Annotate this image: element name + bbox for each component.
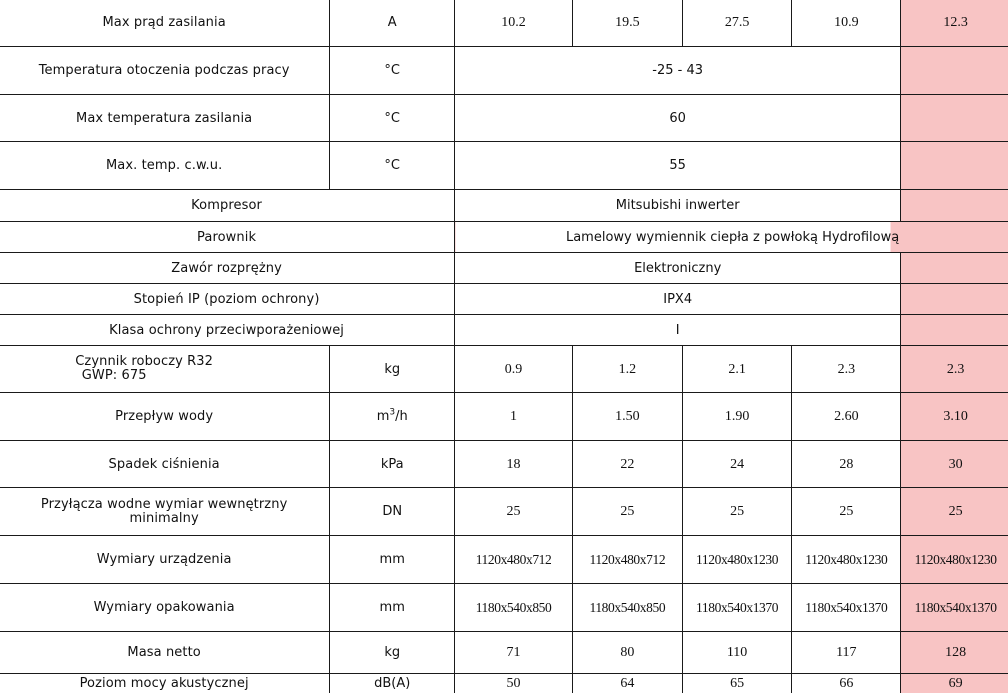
row-unit: mm (330, 536, 455, 584)
cell-value: 2.60 (792, 393, 901, 441)
cell-value: 110 (682, 632, 792, 674)
cell-value: 1180x540x850 (572, 584, 682, 632)
table-row (0, 142, 1008, 190)
table-row (0, 346, 1008, 393)
cell-value: 1180x540x1370 (792, 584, 901, 632)
merged-value: Elektroniczny (455, 253, 901, 284)
row-label-line: minimalny (129, 510, 199, 526)
cell-value-highlighted: 69 (901, 674, 1008, 693)
table-row (0, 0, 1008, 47)
cell-value: 71 (455, 632, 573, 674)
row-label (0, 346, 330, 393)
cell-value: 25 (455, 488, 573, 536)
row-unit: mm (330, 584, 455, 632)
row-label: Wymiary urządzenia (0, 536, 330, 584)
cell-value: 1120x480x712 (572, 536, 682, 584)
cell-value: 1.90 (682, 393, 792, 441)
table-row (0, 584, 1008, 632)
row-label: Wymiary opakowania (0, 584, 330, 632)
highlight-column-cell (901, 142, 1008, 190)
row-label-line: Czynnik roboczy R32 (75, 354, 214, 369)
row-unit: kPa (330, 441, 455, 488)
cell-value: 10.9 (792, 0, 901, 47)
cell-value-highlighted: 3.10 (901, 393, 1008, 441)
cell-value: 1120x480x712 (455, 536, 573, 584)
unit-tail: /h (395, 409, 408, 424)
cell-value-highlighted: 128 (901, 632, 1008, 674)
cell-value: 19.5 (572, 0, 682, 47)
table-row (0, 488, 1008, 536)
table-row (0, 536, 1008, 584)
cell-value: 50 (455, 674, 573, 693)
cell-value: 22 (572, 441, 682, 488)
row-label: Parownik (0, 222, 455, 253)
highlight-column-cell (901, 315, 1008, 346)
row-label: Przepływ wody (0, 393, 330, 441)
cell-value: 27.5 (682, 0, 792, 47)
cell-value: 2.3 (792, 346, 901, 393)
highlight-column-cell (901, 47, 1008, 95)
unit-base: m (376, 409, 390, 424)
cell-value-highlighted: 1120x480x1230 (901, 536, 1008, 584)
row-unit (330, 393, 455, 441)
row-unit: kg (330, 346, 455, 393)
highlight-column-cell (901, 284, 1008, 315)
row-label-line: GWP: 675 (81, 368, 147, 383)
table-row (0, 253, 1008, 284)
row-label (0, 488, 330, 536)
cell-value: 66 (792, 674, 901, 693)
cell-value-highlighted: 2.3 (901, 346, 1008, 393)
table-row (0, 222, 1008, 253)
row-unit: °C (330, 47, 455, 95)
row-label: Spadek ciśnienia (0, 441, 330, 488)
row-label: Kompresor (0, 190, 455, 222)
cell-value: 64 (572, 674, 682, 693)
cell-value: 1180x540x850 (455, 584, 573, 632)
cell-value-highlighted: 25 (901, 488, 1008, 536)
table-row (0, 47, 1008, 95)
cell-value: 0.9 (455, 346, 573, 393)
row-label: Klasa ochrony przeciwporażeniowej (0, 315, 455, 346)
merged-value: 55 (455, 142, 901, 190)
cell-value: 25 (682, 488, 792, 536)
cell-value: 18 (455, 441, 573, 488)
row-label: Max. temp. c.w.u. (0, 142, 330, 190)
merged-value: Mitsubishi inwerter (455, 190, 901, 222)
cell-value: 10.2 (455, 0, 573, 47)
table-row (0, 393, 1008, 441)
highlight-column-cell (901, 95, 1008, 142)
row-label: Zawór rozprężny (0, 253, 455, 284)
unit-superscript: 3 (389, 407, 396, 418)
merged-value: IPX4 (455, 284, 901, 315)
cell-value: 80 (572, 632, 682, 674)
row-label: Max prąd zasilania (0, 0, 330, 47)
merged-value: 60 (455, 95, 901, 142)
cell-value: 1.50 (572, 393, 682, 441)
cell-value: 65 (682, 674, 792, 693)
table-row (0, 315, 1008, 346)
cell-value: 25 (792, 488, 901, 536)
table-row (0, 190, 1008, 222)
cell-value: 1120x480x1230 (682, 536, 792, 584)
highlight-column-cell (901, 253, 1008, 284)
cell-value: 1 (455, 393, 573, 441)
cell-value: 117 (792, 632, 901, 674)
row-label: Stopień IP (poziom ochrony) (0, 284, 455, 315)
cell-value: 28 (792, 441, 901, 488)
row-label: Masa netto (0, 632, 330, 674)
cell-value-highlighted: 12.3 (901, 0, 1008, 47)
table-row (0, 284, 1008, 315)
cell-value: 1120x480x1230 (792, 536, 901, 584)
cell-value-highlighted: 1180x540x1370 (901, 584, 1008, 632)
merged-value: I (455, 315, 901, 346)
row-unit: kg (330, 632, 455, 674)
row-label: Poziom mocy akustycznej (0, 674, 330, 693)
row-unit: dB(A) (330, 674, 455, 693)
row-unit: A (330, 0, 455, 47)
table-row (0, 441, 1008, 488)
table-row (0, 632, 1008, 674)
table-row (0, 674, 1008, 693)
merged-value: Lamelowy wymiennik ciepła z powłoką Hydrofilową (455, 222, 1008, 253)
cell-value: 1.2 (572, 346, 682, 393)
row-label: Max temperatura zasilania (0, 95, 330, 142)
cell-value: 1180x540x1370 (682, 584, 792, 632)
row-label-line: Przyłącza wodne wymiar wewnętrzny (40, 496, 288, 512)
row-unit: °C (330, 142, 455, 190)
table-row (0, 95, 1008, 142)
highlight-column-cell (901, 190, 1008, 222)
row-label: Temperatura otoczenia podczas pracy (0, 47, 330, 95)
merged-value: -25 - 43 (455, 47, 901, 95)
row-unit: DN (330, 488, 455, 536)
row-unit: °C (330, 95, 455, 142)
cell-value: 2.1 (682, 346, 792, 393)
cell-value: 24 (682, 441, 792, 488)
cell-value: 25 (572, 488, 682, 536)
cell-value-highlighted: 30 (901, 441, 1008, 488)
